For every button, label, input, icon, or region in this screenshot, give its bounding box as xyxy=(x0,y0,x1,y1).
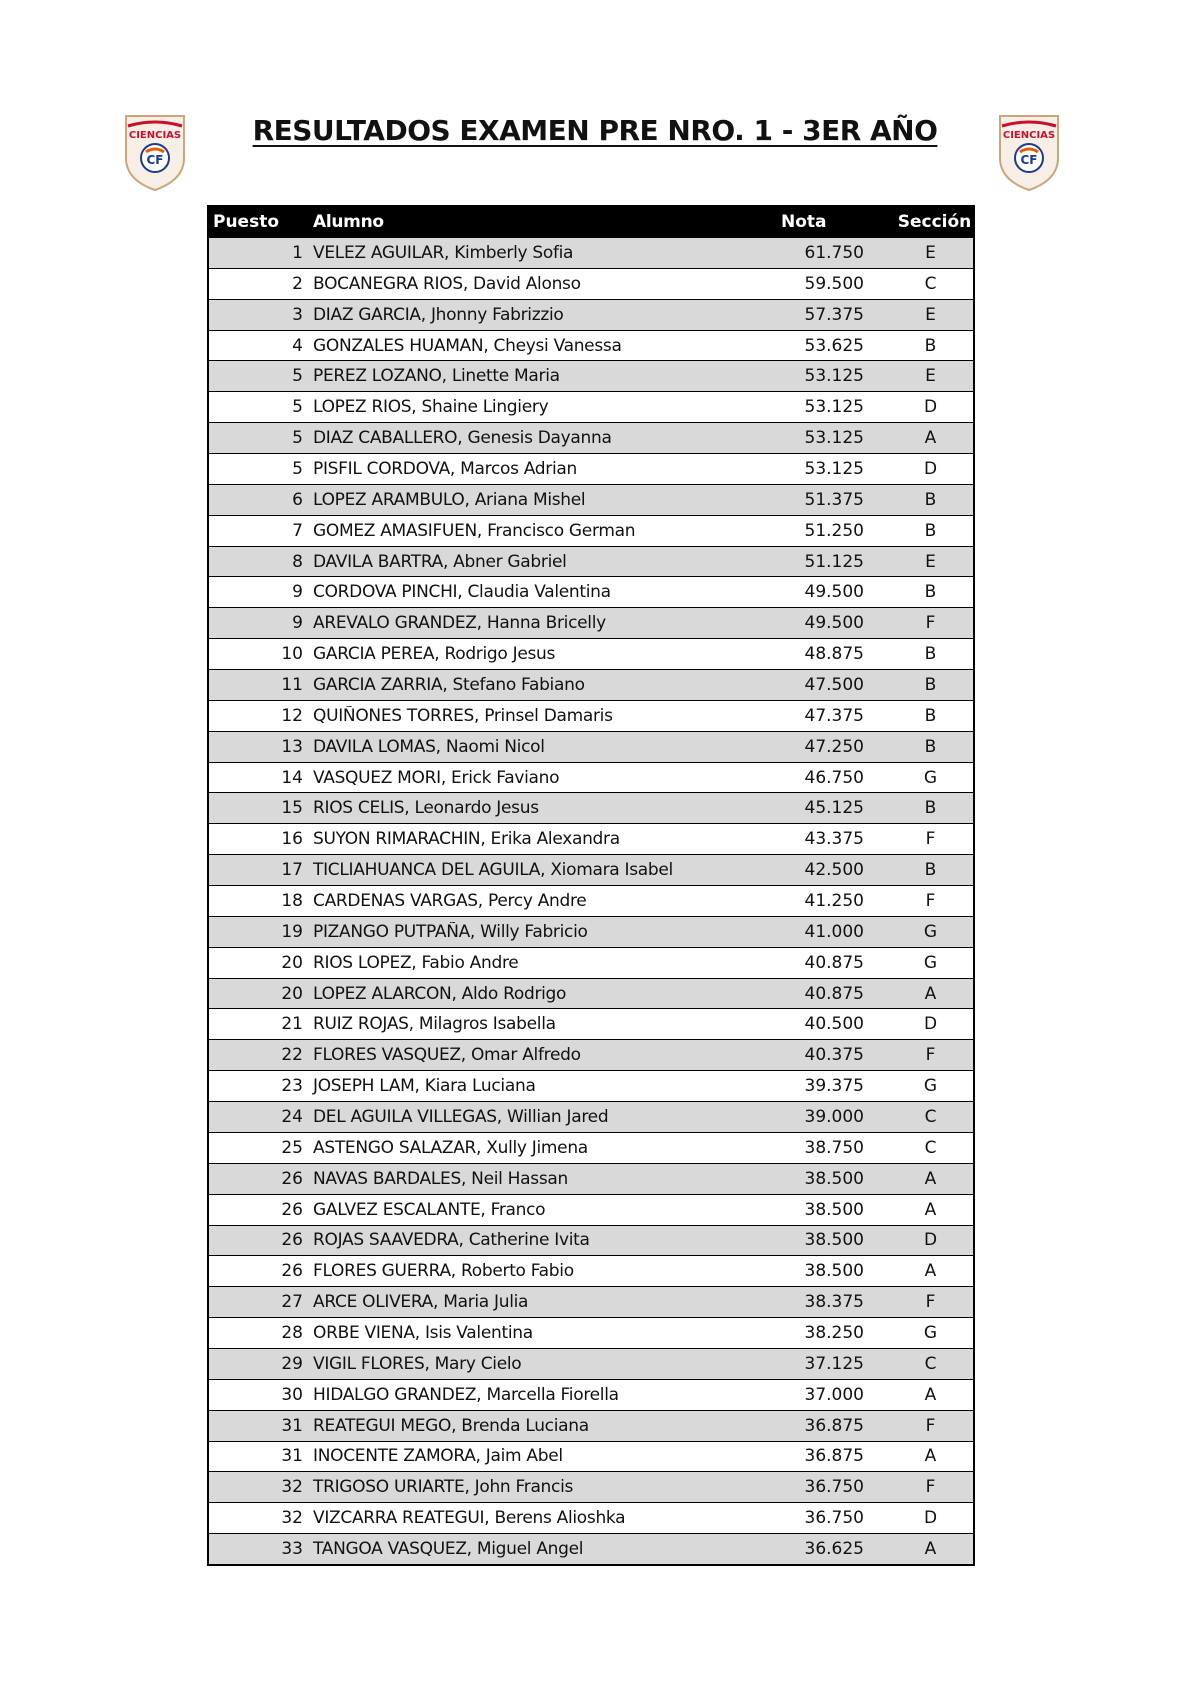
cell-puesto: 5 xyxy=(292,397,303,418)
svg-text:CF: CF xyxy=(1020,153,1038,167)
cell-puesto: 26 xyxy=(281,1261,303,1282)
table-row xyxy=(209,576,973,607)
cell-puesto: 24 xyxy=(281,1106,303,1127)
header-nota: Nota xyxy=(781,212,827,232)
cell-alumno: FLORES VASQUEZ, Omar Alfredo xyxy=(313,1045,581,1066)
table-row xyxy=(209,1163,973,1194)
cell-puesto: 25 xyxy=(281,1137,303,1158)
results-table xyxy=(207,205,975,1566)
table-row xyxy=(209,391,973,422)
table-body xyxy=(209,237,973,1564)
cell-nota: 38.500 xyxy=(804,1199,864,1220)
cell-nota: 45.125 xyxy=(804,798,864,819)
cell-seccion: A xyxy=(924,1384,937,1405)
cell-nota: 49.500 xyxy=(804,582,864,603)
cell-puesto: 5 xyxy=(292,458,303,479)
cell-nota: 57.375 xyxy=(804,304,864,325)
header-alumno: Alumno xyxy=(313,212,384,232)
cell-alumno: DAVILA LOMAS, Naomi Nicol xyxy=(313,736,545,757)
cell-seccion: E xyxy=(925,366,936,387)
cell-alumno: ASTENGO SALAZAR, Xully Jimena xyxy=(313,1137,588,1158)
cell-seccion: D xyxy=(923,1014,938,1035)
cell-alumno: VELEZ AGUILAR, Kimberly Sofia xyxy=(313,242,574,263)
table-row xyxy=(209,1194,973,1225)
cell-alumno: ARCE OLIVERA, Maria Julia xyxy=(313,1292,529,1313)
cell-alumno: GARCIA PEREA, Rodrigo Jesus xyxy=(313,644,556,665)
cell-puesto: 18 xyxy=(281,890,303,911)
cell-nota: 40.375 xyxy=(804,1045,864,1066)
cell-nota: 40.875 xyxy=(804,952,864,973)
cell-nota: 53.125 xyxy=(804,458,864,479)
cell-nota: 47.250 xyxy=(804,736,864,757)
cell-nota: 53.125 xyxy=(804,397,864,418)
cell-alumno: SUYON RIMARACHIN, Erika Alexandra xyxy=(313,829,620,850)
cell-alumno: PEREZ LOZANO, Linette Maria xyxy=(313,366,560,387)
cell-alumno: TICLIAHUANCA DEL AGUILA, Xiomara Isabel xyxy=(313,860,673,881)
cell-puesto: 31 xyxy=(281,1446,303,1467)
cell-puesto: 17 xyxy=(281,860,303,881)
table-row xyxy=(209,669,973,700)
cell-seccion: B xyxy=(924,705,937,726)
cell-nota: 39.000 xyxy=(804,1106,864,1127)
table-row xyxy=(209,1441,973,1472)
cell-nota: 43.375 xyxy=(804,829,864,850)
table-row xyxy=(209,731,973,762)
table-row xyxy=(209,1379,973,1410)
cell-seccion: D xyxy=(923,397,938,418)
table-row xyxy=(209,453,973,484)
cell-puesto: 20 xyxy=(281,983,303,1004)
cell-alumno: PIZANGO PUTPAÑA, Willy Fabricio xyxy=(313,921,588,942)
cell-seccion: E xyxy=(925,242,936,263)
table-row xyxy=(209,1039,973,1070)
table-row xyxy=(209,1008,973,1039)
cell-nota: 47.375 xyxy=(804,705,864,726)
cell-seccion: G xyxy=(923,921,938,942)
table-row xyxy=(209,916,973,947)
table-row xyxy=(209,268,973,299)
cell-nota: 51.250 xyxy=(804,520,864,541)
cell-alumno: LOPEZ RIOS, Shaine Lingiery xyxy=(313,397,549,418)
cell-nota: 61.750 xyxy=(804,242,864,263)
cell-alumno: AREVALO GRANDEZ, Hanna Bricelly xyxy=(313,613,606,634)
document-title: RESULTADOS EXAMEN PRE NRO. 1 - 3ER AÑO xyxy=(252,114,938,147)
cell-nota: 36.750 xyxy=(804,1508,864,1529)
cell-seccion: B xyxy=(924,644,937,665)
table-row xyxy=(209,978,973,1009)
cell-seccion: F xyxy=(925,1292,936,1313)
cell-nota: 37.125 xyxy=(804,1353,864,1374)
cell-seccion: F xyxy=(925,890,936,911)
table-row xyxy=(209,1286,973,1317)
cell-seccion: E xyxy=(925,304,936,325)
svg-text:CIENCIAS: CIENCIAS xyxy=(128,130,182,141)
cell-seccion: D xyxy=(923,1230,938,1251)
cell-nota: 59.500 xyxy=(804,273,864,294)
cell-puesto: 26 xyxy=(281,1199,303,1220)
school-logo-right xyxy=(994,110,1064,192)
table-row xyxy=(209,885,973,916)
table-row xyxy=(209,237,973,268)
table-row xyxy=(209,1410,973,1441)
cell-puesto: 22 xyxy=(281,1045,303,1066)
cell-nota: 53.625 xyxy=(804,335,864,356)
cell-alumno: RIOS LOPEZ, Fabio Andre xyxy=(313,952,519,973)
cell-alumno: TRIGOSO URIARTE, John Francis xyxy=(313,1477,574,1498)
svg-text:CIENCIAS: CIENCIAS xyxy=(1002,130,1056,141)
cell-puesto: 27 xyxy=(281,1292,303,1313)
cell-seccion: B xyxy=(924,674,937,695)
cell-seccion: C xyxy=(924,1106,937,1127)
cell-seccion: E xyxy=(925,551,936,572)
cell-nota: 40.500 xyxy=(804,1014,864,1035)
cell-nota: 51.125 xyxy=(804,551,864,572)
table-row xyxy=(209,823,973,854)
cell-puesto: 10 xyxy=(281,644,303,665)
cell-alumno: ROJAS SAAVEDRA, Catherine Ivita xyxy=(313,1230,590,1251)
cell-seccion: C xyxy=(924,1353,937,1374)
cell-alumno: JOSEPH LAM, Kiara Luciana xyxy=(313,1076,536,1097)
cell-nota: 38.750 xyxy=(804,1137,864,1158)
cell-puesto: 26 xyxy=(281,1230,303,1251)
cell-nota: 39.375 xyxy=(804,1076,864,1097)
cell-nota: 37.000 xyxy=(804,1384,864,1405)
table-row xyxy=(209,422,973,453)
cell-nota: 51.375 xyxy=(804,489,864,510)
cell-seccion: B xyxy=(924,489,937,510)
cell-alumno: GARCIA ZARRIA, Stefano Fabiano xyxy=(313,674,585,695)
cell-seccion: D xyxy=(923,1508,938,1529)
cell-puesto: 19 xyxy=(281,921,303,942)
cell-alumno: PISFIL CORDOVA, Marcos Adrian xyxy=(313,458,577,479)
table-row xyxy=(209,360,973,391)
cell-seccion: D xyxy=(923,458,938,479)
cell-puesto: 2 xyxy=(292,273,303,294)
cell-nota: 38.375 xyxy=(804,1292,864,1313)
cell-puesto: 11 xyxy=(281,674,303,695)
cell-nota: 48.875 xyxy=(804,644,864,665)
cell-alumno: VIZCARRA REATEGUI, Berens Alioshka xyxy=(313,1508,626,1529)
cell-seccion: B xyxy=(924,860,937,881)
cell-nota: 38.500 xyxy=(804,1261,864,1282)
cell-seccion: B xyxy=(924,798,937,819)
table-row xyxy=(209,700,973,731)
cell-seccion: F xyxy=(925,613,936,634)
table-row xyxy=(209,792,973,823)
cell-seccion: G xyxy=(923,1076,938,1097)
cell-seccion: C xyxy=(924,273,937,294)
cell-puesto: 9 xyxy=(292,613,303,634)
table-row xyxy=(209,546,973,577)
cell-puesto: 32 xyxy=(281,1508,303,1529)
table-row xyxy=(209,638,973,669)
table-row xyxy=(209,299,973,330)
table-row xyxy=(209,1070,973,1101)
cell-alumno: TANGOA VASQUEZ, Miguel Angel xyxy=(313,1539,584,1560)
cell-seccion: A xyxy=(924,1539,937,1560)
cell-alumno: LOPEZ ALARCON, Aldo Rodrigo xyxy=(313,983,567,1004)
cell-alumno: VIGIL FLORES, Mary Cielo xyxy=(313,1353,522,1374)
cell-puesto: 3 xyxy=(292,304,303,325)
cell-nota: 36.625 xyxy=(804,1539,864,1560)
cell-seccion: B xyxy=(924,736,937,757)
cell-puesto: 5 xyxy=(292,428,303,449)
table-row xyxy=(209,947,973,978)
cell-alumno: VASQUEZ MORI, Erick Faviano xyxy=(313,767,560,788)
cell-alumno: QUIÑONES TORRES, Prinsel Damaris xyxy=(313,705,613,726)
cell-alumno: FLORES GUERRA, Roberto Fabio xyxy=(313,1261,574,1282)
cell-puesto: 8 xyxy=(292,551,303,572)
svg-text:CF: CF xyxy=(146,153,164,167)
cell-alumno: BOCANEGRA RIOS, David Alonso xyxy=(313,273,581,294)
cell-seccion: B xyxy=(924,520,937,541)
cell-nota: 41.000 xyxy=(804,921,864,942)
cell-puesto: 7 xyxy=(292,520,303,541)
table-row xyxy=(209,1317,973,1348)
table-row xyxy=(209,330,973,361)
cell-nota: 46.750 xyxy=(804,767,864,788)
cell-seccion: G xyxy=(923,952,938,973)
table-row xyxy=(209,515,973,546)
cell-seccion: A xyxy=(924,428,937,449)
cell-seccion: A xyxy=(924,1261,937,1282)
cell-alumno: RIOS CELIS, Leonardo Jesus xyxy=(313,798,539,819)
cell-nota: 36.750 xyxy=(804,1477,864,1498)
cell-seccion: A xyxy=(924,1168,937,1189)
cell-puesto: 21 xyxy=(281,1014,303,1035)
cell-nota: 53.125 xyxy=(804,428,864,449)
cell-nota: 38.500 xyxy=(804,1168,864,1189)
cell-alumno: CORDOVA PINCHI, Claudia Valentina xyxy=(313,582,611,603)
cell-alumno: CARDENAS VARGAS, Percy Andre xyxy=(313,890,587,911)
cell-nota: 41.250 xyxy=(804,890,864,911)
cell-nota: 53.125 xyxy=(804,366,864,387)
cell-nota: 47.500 xyxy=(804,674,864,695)
header-puesto: Puesto xyxy=(213,212,280,232)
table-row xyxy=(209,1348,973,1379)
cell-puesto: 15 xyxy=(281,798,303,819)
cell-alumno: INOCENTE ZAMORA, Jaim Abel xyxy=(313,1446,563,1467)
cell-seccion: A xyxy=(924,983,937,1004)
school-logo-left xyxy=(120,110,190,192)
cell-puesto: 1 xyxy=(292,242,303,263)
cell-puesto: 26 xyxy=(281,1168,303,1189)
cell-seccion: A xyxy=(924,1199,937,1220)
table-header xyxy=(209,207,973,237)
cell-alumno: REATEGUI MEGO, Brenda Luciana xyxy=(313,1415,589,1436)
table-row xyxy=(209,854,973,885)
cell-puesto: 30 xyxy=(281,1384,303,1405)
header-seccion: Sección xyxy=(897,212,972,232)
cell-puesto: 33 xyxy=(281,1539,303,1560)
cell-nota: 42.500 xyxy=(804,860,864,881)
cell-seccion: F xyxy=(925,1477,936,1498)
cell-nota: 49.500 xyxy=(804,613,864,634)
cell-puesto: 4 xyxy=(292,335,303,356)
cell-seccion: B xyxy=(924,582,937,603)
table-row xyxy=(209,1225,973,1256)
cell-seccion: F xyxy=(925,1045,936,1066)
cell-puesto: 13 xyxy=(281,736,303,757)
cell-seccion: F xyxy=(925,829,936,850)
cell-seccion: G xyxy=(923,1323,938,1343)
cell-alumno: DIAZ CABALLERO, Genesis Dayanna xyxy=(313,428,612,449)
cell-puesto: 14 xyxy=(281,767,303,788)
cell-nota: 38.250 xyxy=(804,1323,864,1343)
table-row xyxy=(209,1533,973,1564)
cell-puesto: 23 xyxy=(281,1076,303,1097)
cell-puesto: 5 xyxy=(292,366,303,387)
cell-nota: 36.875 xyxy=(804,1415,864,1436)
cell-alumno: RUIZ ROJAS, Milagros Isabella xyxy=(313,1014,556,1035)
cell-alumno: DAVILA BARTRA, Abner Gabriel xyxy=(313,551,567,572)
cell-alumno: GOMEZ AMASIFUEN, Francisco German xyxy=(313,520,636,541)
cell-alumno: ORBE VIENA, Isis Valentina xyxy=(313,1323,533,1343)
cell-puesto: 28 xyxy=(281,1323,303,1343)
cell-alumno: HIDALGO GRANDEZ, Marcella Fiorella xyxy=(313,1384,619,1405)
cell-puesto: 31 xyxy=(281,1415,303,1436)
cell-seccion: A xyxy=(924,1446,937,1467)
table-row xyxy=(209,1101,973,1132)
cell-alumno: LOPEZ ARAMBULO, Ariana Mishel xyxy=(313,489,586,510)
cell-nota: 40.875 xyxy=(804,983,864,1004)
cell-alumno: DIAZ GARCIA, Jhonny Fabrizzio xyxy=(313,304,564,325)
cell-puesto: 6 xyxy=(292,489,303,510)
table-row xyxy=(209,1132,973,1163)
cell-alumno: DEL AGUILA VILLEGAS, Willian Jared xyxy=(313,1106,609,1127)
cell-puesto: 12 xyxy=(281,705,303,726)
table-row xyxy=(209,1255,973,1286)
cell-seccion: G xyxy=(923,767,938,788)
cell-alumno: GALVEZ ESCALANTE, Franco xyxy=(313,1199,546,1220)
cell-puesto: 16 xyxy=(281,829,303,850)
cell-alumno: GONZALES HUAMAN, Cheysi Vanessa xyxy=(313,335,622,356)
cell-puesto: 32 xyxy=(281,1477,303,1498)
table-row xyxy=(209,607,973,638)
cell-seccion: C xyxy=(924,1137,937,1158)
cell-nota: 38.500 xyxy=(804,1230,864,1251)
cell-seccion: F xyxy=(925,1415,936,1436)
cell-seccion: B xyxy=(924,335,937,356)
table-row xyxy=(209,1502,973,1533)
cell-alumno: NAVAS BARDALES, Neil Hassan xyxy=(313,1168,568,1189)
table-row xyxy=(209,1471,973,1502)
cell-puesto: 29 xyxy=(281,1353,303,1374)
cell-puesto: 9 xyxy=(292,582,303,603)
table-row xyxy=(209,484,973,515)
table-row xyxy=(209,762,973,793)
cell-nota: 36.875 xyxy=(804,1446,864,1467)
cell-puesto: 20 xyxy=(281,952,303,973)
